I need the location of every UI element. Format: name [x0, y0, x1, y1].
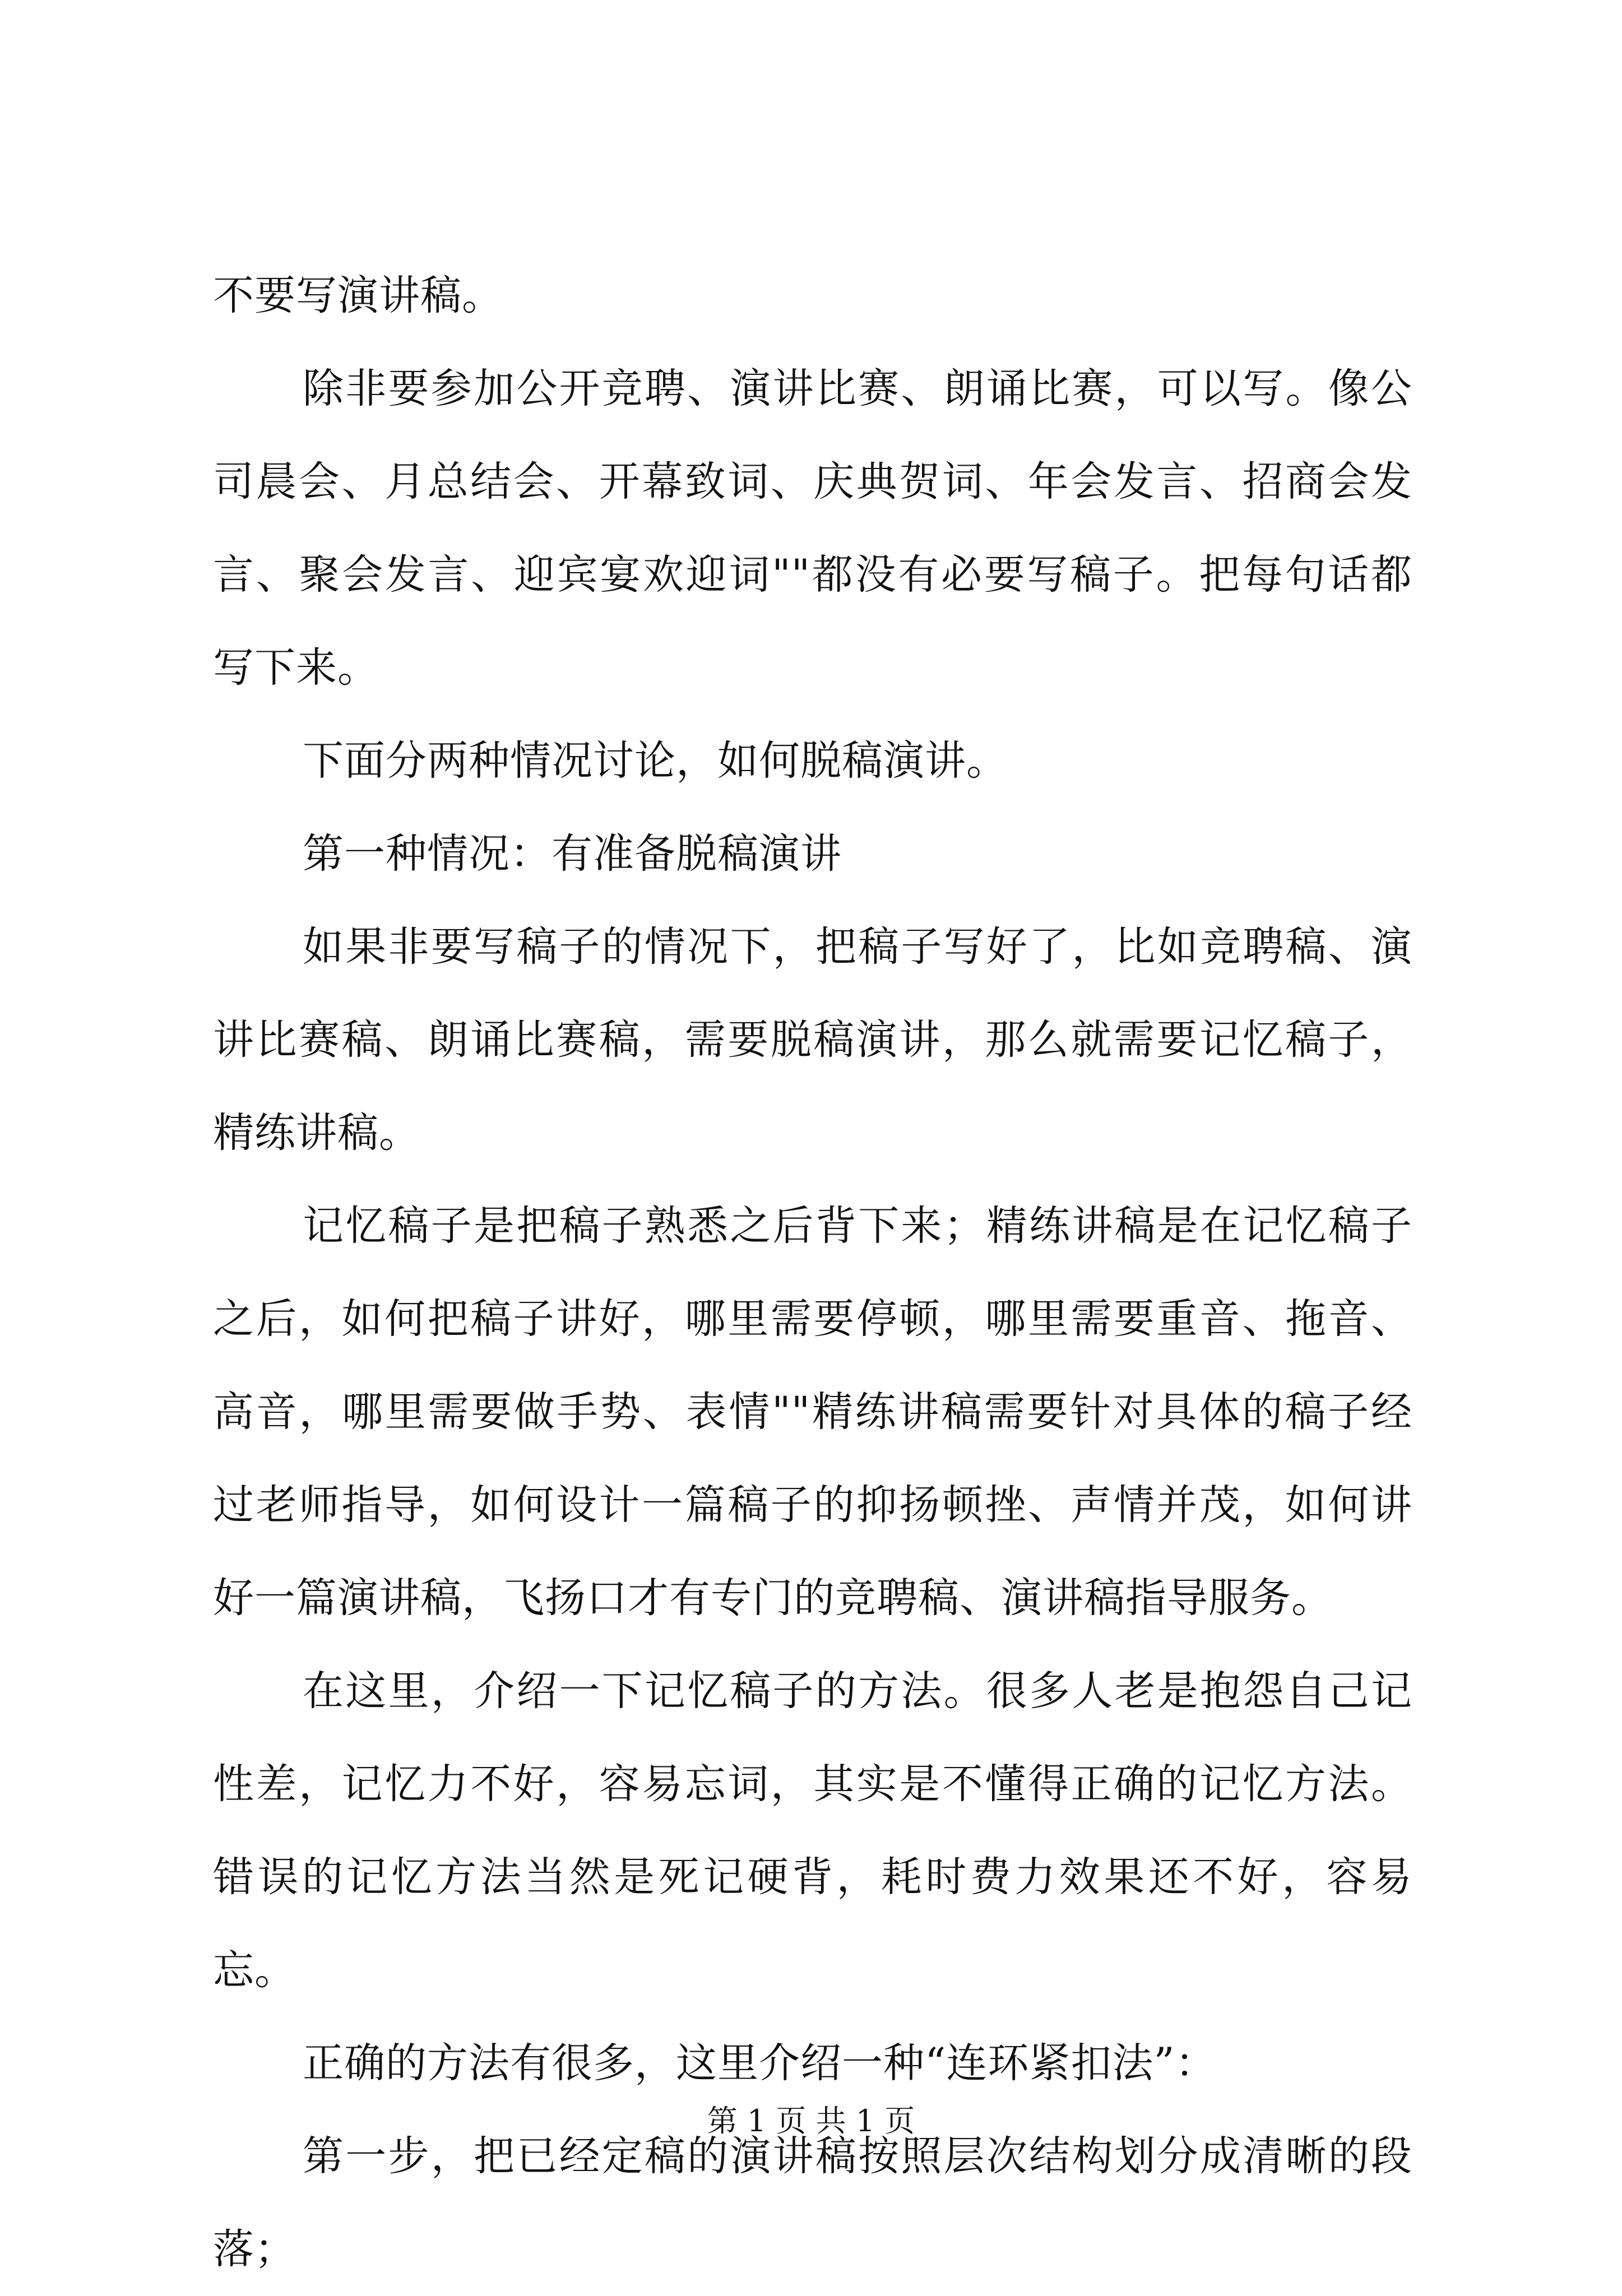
paragraph-2: 除非要参加公开竞聘、演讲比赛、朗诵比赛，可以写。像公司晨会、月总结会、开幕致词、庆典贺词、年会发言、招商会发言、聚会发言、迎宾宴欢迎词""都没有必要写稿子。把每句话都写下来。	[213, 365, 1412, 692]
document-body	[213, 249, 1412, 2296]
paragraph-8: 正确的方法有很多，这里介绍一种“连环紧扣法”：	[303, 2039, 1217, 2087]
paragraph-4-heading: 第一种情况：有准备脱稿演讲	[303, 830, 842, 878]
paragraph-5: 如果非要写稿子的情况下，把稿子写好了，比如竞聘稿、演讲比赛稿、朗诵比赛稿，需要脱稿演讲，那么就需要记忆稿子，精练讲稿。	[213, 923, 1412, 1157]
paragraph-6: 记忆稿子是把稿子熟悉之后背下来；精练讲稿是在记忆稿子之后，如何把稿子讲好，哪里需要停顿，哪里需要重音、拖音、高音，哪里需要做手势、表情""精练讲稿需要针对具体的稿子经过老师指导，如何设计一篇稿子的抑扬顿挫、声情并茂，如何讲好一篇演讲稿，飞扬口才有专门的竞聘稿、演讲稿指导服务。	[213, 1202, 1412, 1622]
paragraph-9: 第一步，把已经定稿的演讲稿按照层次结构划分成清晰的段落；	[213, 2132, 1412, 2273]
paragraph-1: 不要写演讲稿。	[213, 272, 503, 319]
paragraph-7: 在这里，介绍一下记忆稿子的方法。很多人老是抱怨自己记性差，记忆力不好，容易忘词，其实是不懂得正确的记忆方法。错误的记忆方法当然是死记硬背，耗时费力效果还不好，容易忘。	[213, 1667, 1412, 1994]
paragraph-3: 下面分两种情况讨论，如何脱稿演讲。	[303, 737, 1008, 785]
page-footer: 第 1 页 共 1 页	[707, 2103, 915, 2139]
